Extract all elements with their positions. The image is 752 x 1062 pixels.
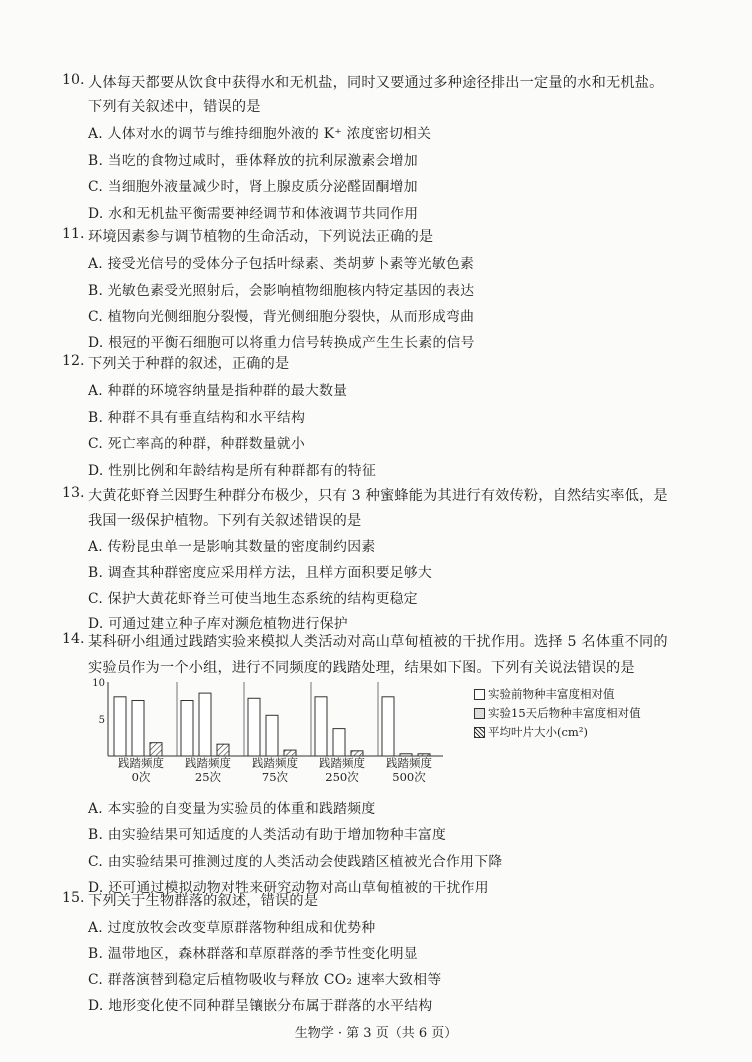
question-number: 14. <box>62 631 85 647</box>
answer-option: A. 接受光信号的受体分子包括叶绿素、类胡萝卜素等光敏色素 <box>88 256 475 272</box>
answer-option: D. 还可通过模拟动物对牲来研究动物对高山草甸植被的干扰作用 <box>88 880 489 896</box>
x-tick-label-line2: 500次 <box>392 770 426 784</box>
question-stem: 人体每天都要从饮食中获得水和无机盐，同时又要通过多种途径排出一定量的水和无机盐。 <box>88 75 664 91</box>
question-stem: 下列关于种群的叙述，正确的是 <box>88 356 290 372</box>
answer-option: A. 种群的环境容纳量是指种群的最大数量 <box>88 383 348 399</box>
answer-option: B. 当吃的食物过咸时，垂体释放的抗利尿激素会增加 <box>88 153 418 169</box>
x-tick-label-line2: 0次 <box>131 770 151 784</box>
answer-option: A. 本实验的自变量为实验员的体重和践踏频度 <box>88 801 376 817</box>
answer-option: C. 由实验结果可推测过度的人类活动会使践踏区植被光合作用下降 <box>88 854 503 870</box>
answer-option: B. 调查其种群密度应采用样方法，且样方面积要足够大 <box>88 565 433 581</box>
x-tick-label <box>106 756 176 784</box>
bar-leaf <box>217 744 229 756</box>
answer-option: B. 光敏色素受光照射后，会影响植物细胞核内特定基因的表达 <box>88 283 475 299</box>
question-number: 11. <box>62 226 85 242</box>
bar-leaf <box>150 743 162 756</box>
y-tick-label: 5 <box>98 715 105 726</box>
legend-label: 平均叶片大小(cm²) <box>488 725 588 739</box>
answer-option: D. 性别比例和年龄结构是所有种群都有的特征 <box>88 463 377 479</box>
answer-option: C. 死亡率高的种群，种群数量就小 <box>88 436 306 452</box>
legend-label: 实验15天后物种丰富度相对值 <box>488 706 641 720</box>
question-number: 15. <box>62 890 85 906</box>
answer-option: D. 可通过建立种子库对濒危植物进行保护 <box>88 616 348 632</box>
answer-option: A. 传粉昆虫单一是影响其数量的密度制约因素 <box>88 539 376 555</box>
x-tick-label-line1: 践踏频度 <box>118 756 164 770</box>
question-stem: 大黄花虾脊兰因野生种群分布极少，只有 3 种蜜蜂能为其进行有效传粉，自然结实率低，是 <box>88 488 668 504</box>
x-tick-label-line1: 践踏频度 <box>252 756 298 770</box>
answer-option: B. 由实验结果可知适度的人类活动有助于增加物种丰富度 <box>88 827 447 843</box>
bar-after <box>132 701 144 757</box>
legend-swatch-gray <box>474 708 485 719</box>
answer-option: A. 人体对水的调节与维持细胞外液的 K⁺ 浓度密切相关 <box>88 126 432 142</box>
question-stem: 环境因素参与调节植物的生命活动，下列说法正确的是 <box>88 229 434 245</box>
x-tick-label-line2: 25次 <box>194 770 222 784</box>
answer-option: C. 群落演替到稳定后植物吸收与释放 CO₂ 速率大致相等 <box>88 972 442 988</box>
question-stem: 下列关于生物群落的叙述，错误的是 <box>88 893 319 909</box>
bar-before <box>181 701 193 757</box>
answer-option: B. 种群不具有垂直结构和水平结构 <box>88 410 306 426</box>
bar-after <box>199 693 211 756</box>
answer-option: D. 水和无机盐平衡需要神经调节和体液调节共同作用 <box>88 206 419 222</box>
legend-swatch-white <box>474 689 485 700</box>
answer-option: C. 当细胞外液量减少时，肾上腺皮质分泌醛固酮增加 <box>88 179 418 195</box>
question-number: 12. <box>62 353 85 369</box>
x-tick-label-line2: 75次 <box>261 770 289 784</box>
bar-before <box>248 698 260 756</box>
question-stem: 下列有关叙述中，错误的是 <box>88 99 261 115</box>
x-tick-label <box>307 756 377 784</box>
x-tick-label-line1: 践踏频度 <box>185 756 231 770</box>
question-number: 10. <box>62 72 85 88</box>
bar-after <box>333 729 345 756</box>
answer-option: D. 根冠的平衡石细胞可以将重力信号转换成产生生长素的信号 <box>88 335 475 351</box>
answer-option: C. 植物向光侧细胞分裂慢，背光侧细胞分裂快，从而形成弯曲 <box>88 309 475 325</box>
y-tick-label: 10 <box>92 678 105 689</box>
question-stem: 我国一级保护植物。下列有关叙述错误的是 <box>88 513 362 529</box>
x-tick-label <box>374 756 444 784</box>
x-tick-label-line1: 践踏频度 <box>319 756 365 770</box>
answer-option: A. 过度放牧会改变草原群落物种组成和优势种 <box>88 920 376 936</box>
bar-before <box>114 697 126 756</box>
page-footer: 生物学 · 第 3 页（共 6 页） <box>294 1026 458 1041</box>
bar-before <box>315 697 327 756</box>
question-stem: 实验员作为一个小组，进行不同频度的践踏处理，结果如下图。下列有关说法错误的是 <box>88 660 635 676</box>
x-tick-label <box>240 756 310 784</box>
question-stem: 某科研小组通过践踏实验来模拟人类活动对高山草甸植被的干扰作用。选择 5 名体重不同的 <box>88 634 668 650</box>
x-tick-label-line2: 250次 <box>325 770 359 784</box>
answer-option: C. 保护大黄花虾脊兰可使当地生态系统的结构更稳定 <box>88 591 418 607</box>
bar-before <box>382 697 394 756</box>
answer-option: B. 温带地区，森林群落和草原群落的季节性变化明显 <box>88 946 418 962</box>
x-tick-label-line1: 践踏频度 <box>386 756 432 770</box>
legend-label: 实验前物种丰富度相对值 <box>488 687 615 701</box>
question-number: 13. <box>62 485 85 501</box>
bar-after <box>266 715 278 756</box>
x-tick-label <box>173 756 243 784</box>
legend-swatch-hatched <box>474 727 485 738</box>
answer-option: D. 地形变化使不同种群呈镶嵌分布属于群落的水平结构 <box>88 998 433 1014</box>
